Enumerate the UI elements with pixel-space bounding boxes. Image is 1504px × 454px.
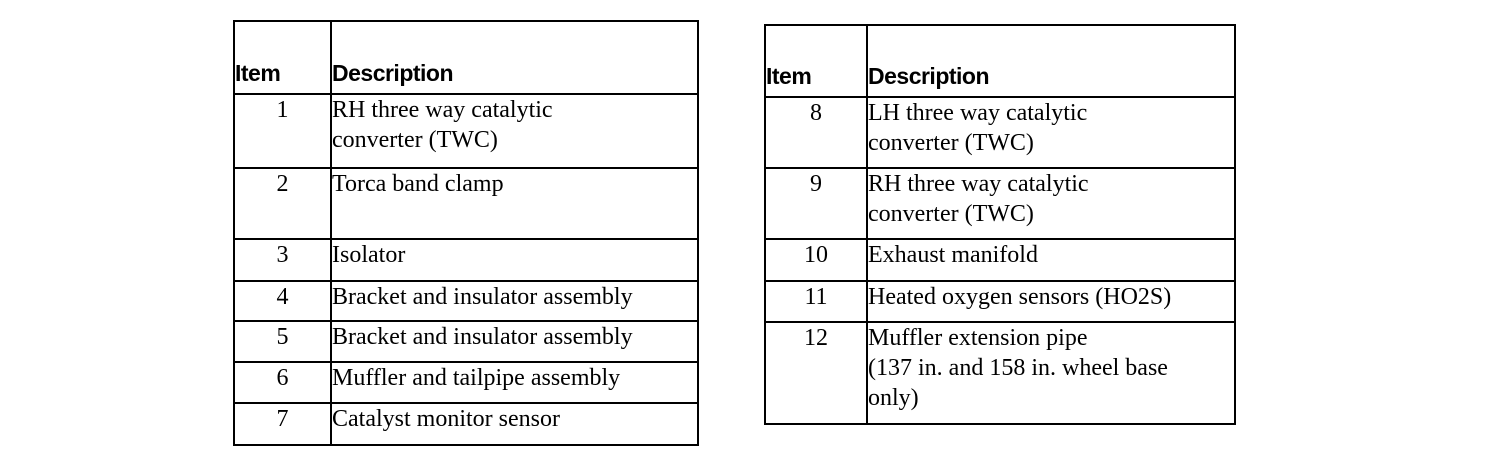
item-column-header: Item: [234, 21, 331, 94]
table-row: [234, 362, 698, 403]
description-column-header: Description: [331, 21, 698, 94]
header-row: [234, 21, 698, 94]
item-description: [867, 322, 1235, 424]
item-description-text: Muffler extension pipe (137 in. and 158 in. wheel base only): [868, 325, 1168, 411]
table-row: [234, 321, 698, 362]
item-description-text: Catalyst monitor sensor: [332, 406, 560, 432]
item-description-text: RH three way catalytic converter (TWC): [332, 97, 553, 153]
item-description-text: Bracket and insulator assembly: [332, 324, 633, 350]
parts-legend-table-left: [233, 20, 699, 446]
item-description-text: LH three way catalytic converter (TWC): [868, 100, 1088, 156]
table-row: [234, 239, 698, 281]
item-description-text: Isolator: [332, 242, 406, 268]
item-description-text: RH three way catalytic converter (TWC): [868, 171, 1089, 227]
item-number: 11: [765, 281, 867, 322]
item-description: [331, 321, 698, 362]
item-number: 2: [234, 168, 331, 239]
table-row: [765, 239, 1235, 281]
item-description-text: Exhaust manifold: [868, 242, 1038, 268]
item-number: 8: [765, 97, 867, 168]
item-description: [867, 239, 1235, 281]
table-row: [765, 97, 1235, 168]
table-row: [234, 281, 698, 321]
item-description: [331, 362, 698, 403]
item-number: 3: [234, 239, 331, 281]
item-number: 1: [234, 94, 331, 168]
parts-legend-table-right: [764, 24, 1236, 425]
item-description: [331, 403, 698, 445]
item-description: [331, 94, 698, 168]
item-description-text: Torca band clamp: [332, 171, 504, 197]
header-row: [765, 25, 1235, 97]
description-column-header: Description: [867, 25, 1235, 97]
item-number: 4: [234, 281, 331, 321]
item-description: [867, 281, 1235, 322]
item-description-text: Muffler and tailpipe assembly: [332, 365, 621, 391]
item-description: [867, 97, 1235, 168]
item-description: [867, 168, 1235, 239]
item-description: [331, 239, 698, 281]
table-row: [765, 168, 1235, 239]
table-row: [765, 281, 1235, 322]
item-column-header: Item: [765, 25, 867, 97]
item-description: [331, 168, 698, 239]
item-description: [331, 281, 698, 321]
item-description-text: Heated oxygen sensors (HO2S): [868, 284, 1172, 310]
table-row: [234, 94, 698, 168]
item-number: 12: [765, 322, 867, 424]
table-row: [765, 322, 1235, 424]
item-number: 5: [234, 321, 331, 362]
item-number: 10: [765, 239, 867, 281]
table-row: [234, 168, 698, 239]
item-number: 6: [234, 362, 331, 403]
item-description-text: Bracket and insulator assembly: [332, 284, 633, 310]
item-number: 7: [234, 403, 331, 445]
item-number: 9: [765, 168, 867, 239]
table-row: [234, 403, 698, 445]
